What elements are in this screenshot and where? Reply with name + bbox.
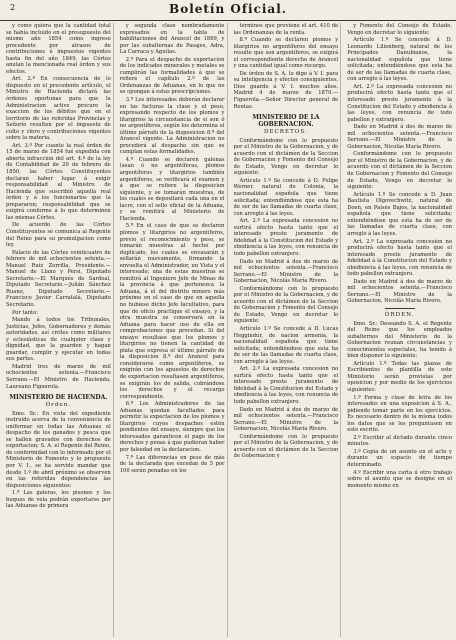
paragraph: y segunda clase nombradamente expresados en la tabla de habilitaciones del Arancel de 1869, y por las subalternas de Pasajes, Adra, La Carraca y Aguilas. bbox=[119, 23, 225, 56]
paragraph: De acuerdo de las Córtes Constituyentes se comunica al Regente del Reino para su promulgacion como ley. bbox=[6, 222, 111, 249]
paragraph: Conformándome con lo propuesto por el Ministro de la Gobernacion, y de acuerdo con el dictámen de la Seccion de Gobernacion y Fomento del Consejo de Estado, Vengo en decretar lo siguiente: bbox=[347, 151, 452, 191]
paragraph: Dado en Madrid á dos de marzo de mil ochocientos setenta.—Francisco Serrano.—El Ministro de la Gobernacion, Nicolás María Rivero. bbox=[233, 258, 339, 285]
gazette-title: Boletín Oficial. bbox=[169, 2, 287, 16]
paragraph: Art. 2.º En consecuencia de lo dispuesto en el precedente artículo, el Ministro de Hacienda dictará las órdenes oportunas para que la Administracion active procure la exaccion de los débitos que en el territorio de las referidas Provincias y Señorío resulten por el impuesto de culto y clero y contribuciones vigentes sobre la materia. bbox=[6, 76, 111, 142]
paragraph: Artículo 1.º Se concede á D. Juan Bautista Olgovechwitz, natural de Doen, en Países Bajos, la nacionalidad española que tiene solicitada; entendiéndose que esta ha de ser de las llamadas de cuarta clase, con arreglo á las leyes. bbox=[347, 191, 452, 237]
paragraph: términos que previene el art. 410 de las Ordenanzas de la renta. bbox=[233, 23, 339, 36]
paragraph: Conformándome con lo propuesto por el Ministro de la Gobernacion, y de acuerdo con el dictámen de la Seccion de Gobernacion y Fomento del Consejo de Estado, Vengo en decretar lo siguiente: bbox=[233, 137, 339, 177]
section-subheading: Órden. bbox=[45, 402, 72, 409]
paragraph: Art. 2.º La expresada concesion no producirá efecto hasta tanto que el interesado preste juramento de fidelidad á la Constitucion del Estado y obediencia á las leyes, con renuncia de todo pabellon extranjero. bbox=[347, 238, 452, 278]
paragraph: 2.º Escribir al dictado durante cinco minutos. bbox=[347, 434, 452, 448]
paragraph: Conformándome con lo propuesto por el Ministro de la Gobernacion, y de acuerdo con el dictámen de la Seccion de Gobernacion y Fomento del Consejo de Estado, Vengo en decretar lo siguiente: bbox=[233, 285, 339, 325]
paragraph: Dado en Madrid á dos de marzo de mil ochocientos setenta.—Francisco Serrano.—El Ministro de la Gobernacion, Nicolás María Rivero. bbox=[347, 124, 452, 150]
column-2 bbox=[120, 23, 228, 637]
paragraph: Artículo 1.º Todas las plazas de Escribientes de plantilla de este Ministerio serán provistas por oposicion y por medio de los ejercicios siguientes: bbox=[347, 360, 452, 393]
paragraph: 7.ª Las diferencias en peso de más de la declarada que excedan de 5 por 100 serán penadas en los bbox=[119, 454, 225, 474]
page-header bbox=[0, 0, 456, 21]
paragraph: 3.ª Los interesados deberán declarar en las facturas la clase y el peso, expresando respecto de los plomos y litargirios la circunstancia de si son ó no argentíferos, según los determina el último párrafo de la disposicion 8.ª del Arancel vigente. La Administracion no procederá al despacho sin que se cumplan estas formalidades. bbox=[119, 97, 225, 156]
paragraph: 3.º Copia de un asunto en el acto y durante un espacio de tiempo determinado. bbox=[347, 448, 452, 468]
paragraph: De órden de S. A. lo digo á V. I. para su inteligencia y efectos consiguientes. Dios guarde á V. I. muchos años. Madrid 4 de marzo de 1870.—Figuerola.—Señor Director general de Rentas. bbox=[233, 70, 339, 110]
paragraph: y como quiera que la cantidad total se había incluido en el presupuesto del mismo año 1854 como ingreso procedente por atrasos de contribuciones é impuestos vigentes hasta fin del año 1849, las Córtes anulan la mencionada real órden y sus efectos. bbox=[6, 23, 111, 75]
paragraph: Art. 2.º La expresada concesion no surtirá efecto hasta tanto que el interesado preste juramento de fidelidad á la Constitucion del Estado y obediencia á las leyes, con renuncia de todo pabellon extranjero. bbox=[233, 218, 339, 257]
column-3 bbox=[234, 23, 342, 637]
paragraph: Mando á todos los Tribunales, Justicias, Jefes, Gobernadores y demás autoridades, así civiles como militares y eclesiásticas de cualquier clase y dignidad, que la guarden y hagan guardar, cumplir y ejecutar en todas sus partes. bbox=[6, 317, 111, 363]
paragraph: Art. 2.º La expresada concesion no surtirá efecto hasta tanto que el interesado preste juramento de fidelidad á la Constitucion del Estado y obediencia á las leyes, con renuncia de todo pabellon extranjero. bbox=[233, 366, 339, 405]
section-subheading: ÓRDEN. bbox=[384, 311, 415, 318]
page-number: 2 bbox=[10, 3, 16, 12]
paragraph: 4.º Escribir una carta ú otro trabajo sobre el asunto que se designe en el momento mismo en bbox=[347, 469, 452, 489]
paragraph: Artículo 1.º Se concede á D. Lucas Heggindur, de nacion armenia, la nacionalidad española que tiene solicitada; entendiéndose que esta ha de ser de las llamadas de cuarta clase, con arreglo á las leyes. bbox=[233, 325, 339, 365]
column-4 bbox=[347, 23, 454, 637]
paragraph: Artículo 1.º Se concede á D. Felipe Werner, natural de Colonia, la nacionalidad española que tiene solicitada; entendiéndose que esta ha de ser de las llamadas de cuarta clase, con arreglo á las leyes. bbox=[233, 177, 339, 217]
paragraph: 6.ª Los Administradores de las Aduanas quedan facultados para permitir la expectacion de los plomos y litargirios cuyos despachos estén pendientes del ensayo, siempre que los interesados garanticen el pago de los derechos y penas á que pudieran haber por falsedad en la declaracion. bbox=[119, 401, 225, 453]
paragraph: Ilmo. Sr.: Deseando S. A. el Regente del Reino que los empleados subalternos del Ministerio de la Gobernacion reunan circunstancias y conocimientos especiales, ha tenido á bien disponer lo siguiente: bbox=[347, 320, 452, 360]
section-divider bbox=[385, 308, 415, 309]
paragraph: 5.ª En el caso de que se declaren plomos y litargirios no argentíferos, previo el reconocimiento y peso, se tomarán muestras al hecho por duplicado, los cuales se envasarán y sellarán nuevamente, firmando la envuelta el Administrador, un Vista y el interesado; una de estas muestras se remitirá al Ingeniero Jefe de Minas de la provincia á que pertenezca la Aduana, á el del distrito minero más próximo en el caso de que en aquella no hubiese dicho Jefe facultativo, para que de oficio practique el ensayo, y la otra muestra se conservará en la Aduana para hacer uso de ella en comprobaciones que procedan. Si del ensayo resultase que los plomos y litargirios no tienen la cantidad de plata que expresa el último párrafo de la disposicion 8.ª del Arancel para considerarse como argentíferos, se exigirán con los apuestos de derechos de exportacion resultasen argentíferos, se exigirán los de salida, cobrándose los derechos y el recargo correspondiente. bbox=[119, 223, 225, 400]
paragraph: Madrid tres de marzo de mil ochocientos setenta.—Francisco Serrano.—El Ministro de Hacienda, Laureano Figuerola. bbox=[6, 363, 111, 390]
paragraph: Art. 2.º La expresada concesion no producirá efecto hasta tanto que el interesado preste juramento á la Constitucion del Estado y obediencia á las leyes, con renuncia de todo pabellon y extranjero. bbox=[347, 83, 452, 123]
paragraph: Dado en Madrid á dos de marzo de mil ochocientos setenta.—Francisco Serrano.—El Ministro de la Gobernacion, Nicolás María Rivero. bbox=[233, 406, 339, 433]
section-subheading: DECRETOS. bbox=[263, 129, 308, 136]
paragraph: Palacio de las Córtes veinticuatro de febrero de mil ochocientos setenta.—Manuel Ruiz Zorrilla, Presidente.—Manuel de Llano y Persi, Diputado Secretario.—El Marqués de Sardoal, Diputado Secretario.—Julián Sánchez Ruano, Diputado Secretario.—Francisco Javier Carratalá, Diputado Secretario. bbox=[6, 249, 111, 308]
paragraph: y Fomento del Consejo de Estado, Vengo en decretar lo siguiente: bbox=[347, 23, 452, 36]
paragraph: Dado en Madrid á dos de marzo de mil ochocientos setenta.—Francisco Serrano.—El Ministro de la Gobernacion, Nicolás María Rivero. bbox=[347, 278, 452, 305]
section-heading: MINISTERIO DE HACIENDA. bbox=[9, 394, 108, 402]
column-1 bbox=[6, 23, 114, 637]
paragraph: 4.ª Cuando se declaren galenas (sean ó no argentíferas, plomos argentíferos y litargirios también argentíferos, se verificará el examen y á que se refiere la disposicion siguiente, y se tomarán muestras, de los cuales se depositará cada una en el lacre, con el sello oficial de la Aduana, y se remitirá al Ministerio de Hacienda. bbox=[119, 156, 225, 222]
paragraph: 2.ª Para el despacho de exportacion de los indicados minerales y metales se cumplirán las formalidades á que se refiere el capítulo 2.º de las Ordenanzas de Aduanas, en lo que no se opongan á estas prescripciones. bbox=[119, 56, 225, 96]
paragraph: Por tanto: bbox=[12, 309, 39, 316]
paragraph: Artículo 1.º Se concede á D. Leonardo Lilienberg, natural de los Principados Danubianos, la nacionalidad española que tiene solicitada; entendiéndose que esta ha de ser de las llamadas de cuarta clase, con arreglo á las leyes. bbox=[347, 37, 452, 83]
text-columns bbox=[6, 23, 454, 637]
section-heading: MINISTERIO DE LA GOBERNACION. bbox=[252, 114, 320, 129]
paragraph: Art. 3.º Por cuanto la real órden de 15 de marzo de 1854 fué expedida con abierta infraccion del art. 4.º de la ley de Contabilidad de 20 de febrero de 1850, las Córtes Constituyentes declaran haber lugar á exigir responsabilidad al Ministro de Hacienda que suscribió aquella real órden y á los funcionarios que la prepararon; responsabilidad que se exigirá conforme á lo que determinen las mismas Córtes. bbox=[6, 142, 111, 221]
paragraph: 1.ª Las galeras, los pisones y los buques de vela podrán exportarse por las Aduanas de primera bbox=[6, 490, 111, 510]
paragraph: Ilmo. Sr.: En vista del expediente instruido acerca de la conveniencia de uniformar en todas las Aduanas el despacho de los ganados y pesca que se hallen gravados con derechos de exportacion; S. A. el Regente del Reino, de conformidad con lo informado por el Ministerio de Fomento y lo propuesto por V. I., se ha servido mandar que desde 1.º de abril próximo se observen en las referidas dependencias las disposiciones siguientes: bbox=[6, 410, 111, 489]
paragraph: 1.º Forma y clase de letra de los interesados en una exposicion á S. A., pidiendo tomar parte en los ejercicios. Es necesario dentro de la misma todos los datos que se les preguntasen en este escrito. bbox=[347, 394, 452, 434]
paragraph: Conformándome con lo propuesto por el Ministro de la Gobernacion, y de acuerdo con el dictámen de la Seccion de Gobernacion y bbox=[233, 433, 339, 460]
paragraph: 8.ª Cuando se declaren plomos y litargirios no argentíferos del ensayo resulte que son argentíferos, se exigirá el correspondiente derecho de Arancel y una cantidad igual como recargo. bbox=[233, 37, 339, 70]
